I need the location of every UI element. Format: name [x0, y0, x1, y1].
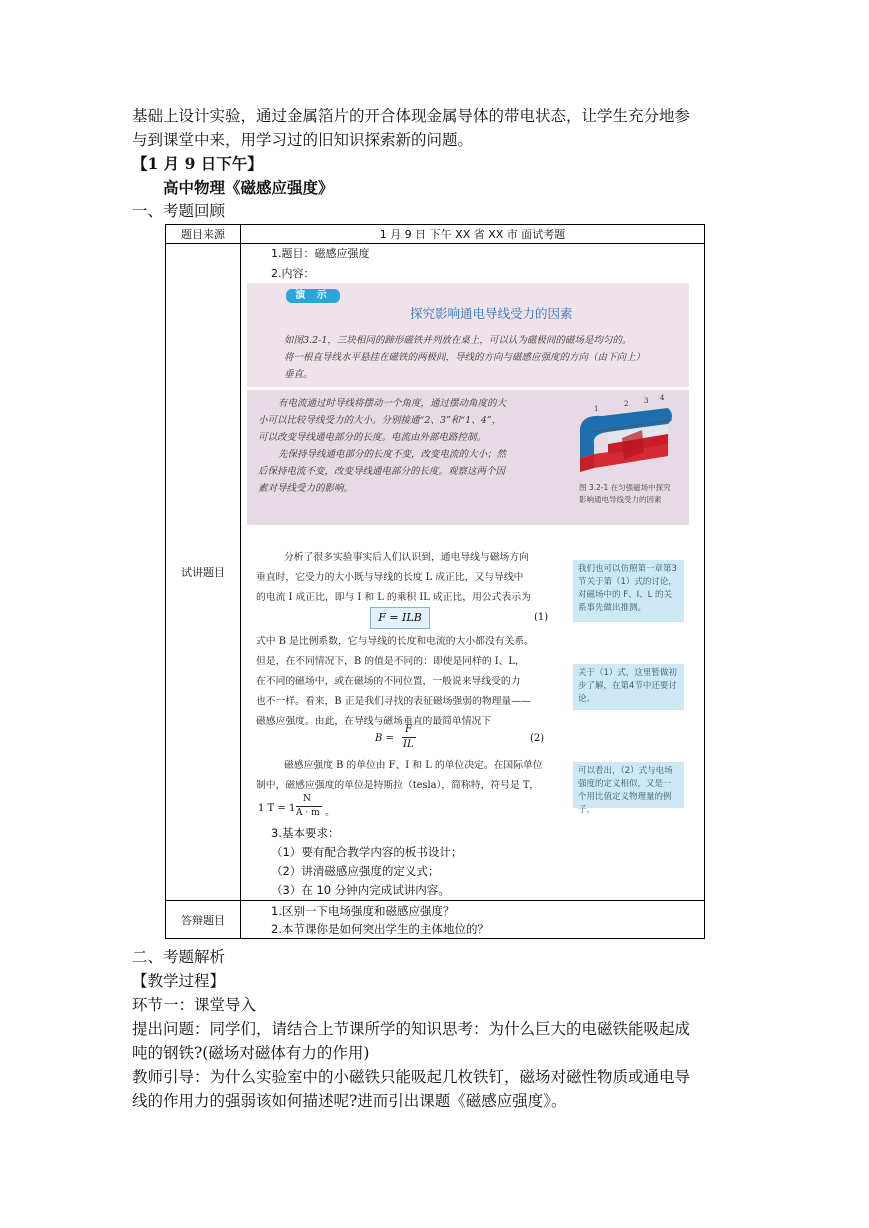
textbook-body-3: 磁感应强度 B 的单位由 F、I 和 L 的单位决定。在国际单位 制中，磁感应强度的单位是特斯拉（tesla），简称特，符号是 T，	[256, 760, 543, 791]
demo-tag: 演 示	[286, 289, 340, 303]
textbook-body-2: 式中 B 是比例系数，它与导线的长度和电流的大小都没有关系。 但是，在不同情况下，B 的值是不同的：即使是同样的 I、L， 在不同的磁场中，或在磁场的不同位置，一般说来导线受的力 也不一样。看来，B 正是我们寻找的表征磁场强弱的物理量—— 磁感应强度。由此，在导线与磁场垂直的最简单情况下	[256, 636, 534, 727]
intro-line-2: 与到课堂中来，用学习过的旧知识探索新的问题。	[132, 131, 474, 149]
section-1-heading: 一、考题回顾	[132, 202, 226, 220]
unit-num: N	[303, 794, 311, 804]
demo-para-2: 有电流通过时导线将摆动一个角度，通过摆动角度的大 小可以比较导线受力的大小。分别接通“2、3”和“1、4”， 可以改变导线通电部分的长度。电流由外部电路控制。 先保持导线通电部分的长度不变，改变电流的大小；然 后保持电流不变，改变导线通电部分的长度。观察这两个因 素对导线受力的影响。	[258, 398, 507, 494]
unit-bar	[296, 806, 322, 807]
unit-lhs: 1 T = 1	[258, 803, 296, 814]
fig-label-4: 4	[660, 394, 665, 402]
formula-2-bar	[402, 737, 416, 738]
item-topic: 1.题目：磁感应强度	[271, 247, 370, 260]
lecture-label: 试讲题目	[166, 244, 241, 901]
magnet-figure	[572, 394, 684, 478]
formula-2-lhs: B =	[375, 733, 394, 744]
req-1: （1）要有配合教学内容的板书设计；	[271, 845, 463, 859]
question-line-1: 提出问题：同学们，请结合上节课所学的知识思考：为什么巨大的电磁铁能吸起成	[132, 1020, 691, 1038]
side-note-3: 可以看出，（2）式与电场强度的定义相似，又是一个用比值定义物理量的例子。	[573, 762, 684, 808]
req-2: （2）讲清磁感应强度的定义式；	[271, 864, 440, 878]
demo-para-1: 如图3.2-1，三块相同的蹄形磁铁并列放在桌上，可以认为磁极间的磁场是均匀的。 将一根直导线水平悬挂在磁铁的两极间，导线的方向与磁感应强度的方向（由下向上） 垂直。	[284, 335, 646, 380]
defense-q1: 1.区别一下电场强度和磁感应强度？	[271, 904, 455, 918]
fig-label-1: 1	[594, 405, 599, 413]
item-content: 2.内容：	[271, 267, 315, 280]
side-note-1: 我们也可以仿照第一章第3节关于第（1）式的讨论，对磁场中的 F、I、L 的关系事先做出推测。	[573, 560, 684, 622]
lesson-title: 高中物理《磁感应强度》	[163, 178, 334, 197]
req-title: 3.基本要求：	[271, 826, 340, 840]
defense-label: 答辩题目	[166, 901, 241, 939]
fig-label-3: 3	[644, 397, 649, 405]
stage-1: 环节一：课堂导入	[132, 996, 257, 1014]
magnet-illustration	[580, 408, 672, 472]
equation-number-1: (1)	[534, 612, 549, 623]
question-line-2: 吨的钢铁?(磁场对磁体有力的作用)	[132, 1044, 370, 1062]
side-note-2: 关于（1）式，这里暂做初步了解，在第4节中还要讨论。	[573, 664, 684, 710]
demo-title: 探究影响通电导线受力的因素	[410, 306, 573, 321]
textbook-body-1: 分析了很多实验事实后人们认识到，通电导线与磁场方向 垂直时，它受力的大小既与导线的长度 L 成正比，又与导线中 的电流 I 成正比，即与 I 和 L 的乘积 IL 成正比，用公式表示为	[256, 552, 531, 603]
unit-den: A · m	[296, 808, 320, 818]
process-title: 【教学过程】	[132, 972, 226, 990]
section-2-heading: 二、考题解析	[132, 948, 226, 966]
formula-1: F = ILB	[370, 607, 430, 629]
formula-2-den: IL	[403, 739, 414, 750]
unit-end: 。	[325, 807, 335, 818]
equation-number-2: (2)	[530, 733, 545, 744]
source-label: 题目来源	[166, 225, 241, 244]
source-value: 1 月 9 日 下午 XX 省 XX 市 面试考题	[241, 225, 705, 244]
fig-label-2: 2	[624, 400, 629, 408]
session-heading: 【1 月 9 日下午】	[132, 154, 263, 173]
intro-line-1: 基础上设计实验，通过金属箔片的开合体现金属导体的带电状态，让学生充分地参	[132, 107, 691, 125]
teacher-line-2: 线的作用力的强弱该如何描述呢?进而引出课题《磁感应强度》。	[132, 1092, 567, 1110]
req-3: （3）在 10 分钟内完成试讲内容。	[271, 883, 450, 897]
figure-caption: 图 3.2-1 在匀强磁场中探究 影响通电导线受力的因素	[579, 483, 671, 504]
teacher-line-1: 教师引导：为什么实验室中的小磁铁只能吸起几枚铁钉，磁场对磁性物质或通电导	[132, 1068, 691, 1086]
formula-2-num: F	[405, 724, 412, 735]
defense-q2: 2.本节课你是如何突出学生的主体地位的？	[271, 922, 489, 936]
